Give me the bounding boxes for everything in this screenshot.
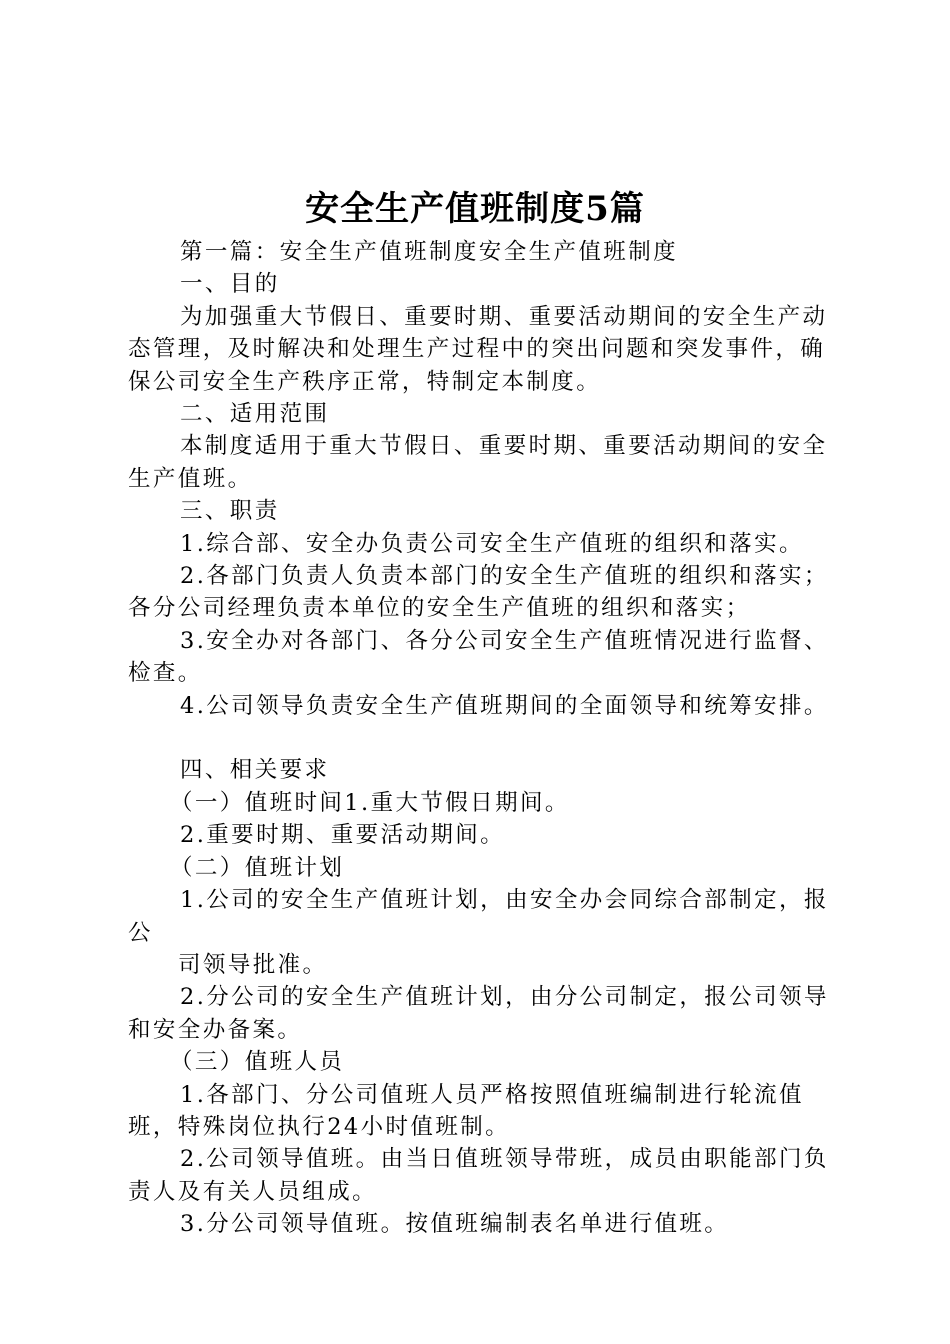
paragraph-staff-3: 3.分公司领导值班。按值班编制表名单进行值班。 (180, 1211, 730, 1238)
subsection-duty-staff: （三）值班人员 (170, 1049, 345, 1076)
paragraph-plan-1: 1.公司的安全生产值班计划，由安全办会同综合部制定，报公 (128, 887, 829, 946)
section-heading-purpose: 一、目的 (180, 271, 280, 298)
section-heading-duties: 三、职责 (180, 498, 280, 525)
paragraph-duty-3: 3.安全办对各部门、各分公司安全生产值班情况进行监督、检查。 (128, 627, 829, 687)
section-heading-requirements: 四、相关要求 (180, 757, 330, 784)
blank-line (128, 722, 840, 754)
document-title: 安全生产值班制度5篇 (305, 189, 645, 229)
section-heading-scope: 二、适用范围 (180, 401, 330, 428)
paragraph-chapter-heading: 第一篇：安全生产值班制度安全生产值班制度 (180, 239, 679, 265)
paragraph-plan-2: 2.分公司的安全生产值班计划，由分公司制定，报公司领导和安全办备案。 (128, 984, 829, 1043)
subsection-duty-plan: （二）值班计划 (170, 854, 345, 881)
paragraph-purpose: 为加强重大节假日、重要时期、重要活动期间的安全生产动态管理，及时解决和处理生产过程中的突出问题和突发事件，确保公司安全生产秩序正常，特制定本制度。 (128, 303, 828, 395)
paragraph-plan-1-continued: 司领导批准。 (178, 951, 328, 978)
document-body (128, 236, 840, 1241)
paragraph-duty-time-2: 2.重要时期、重要活动期间。 (180, 822, 506, 849)
subsection-duty-time: （一）值班时间1.重大节假日期间。 (170, 789, 570, 816)
paragraph-duty-4: 4.公司领导负责安全生产值班期间的全面领导和统筹安排。 (180, 692, 829, 719)
paragraph-staff-1: 1.各部门、分公司值班人员严格按照值班编制进行轮流值班，特殊岗位执行24小时值班制。 (128, 1081, 804, 1140)
paragraph-staff-2: 2.公司领导值班。由当日值班领导带班，成员由职能部门负责人及有关人员组成。 (128, 1146, 829, 1205)
paragraph-scope: 本制度适用于重大节假日、重要时期、重要活动期间的安全生产值班。 (128, 433, 828, 492)
paragraph-duty-1: 1.综合部、安全办负责公司安全生产值班的组织和落实。 (180, 530, 804, 557)
paragraph-duty-2: 2.各部门负责人负责本部门的安全生产值班的组织和落实；各分公司经理负责本单位的安全生产值班的组织和落实； (128, 563, 829, 622)
